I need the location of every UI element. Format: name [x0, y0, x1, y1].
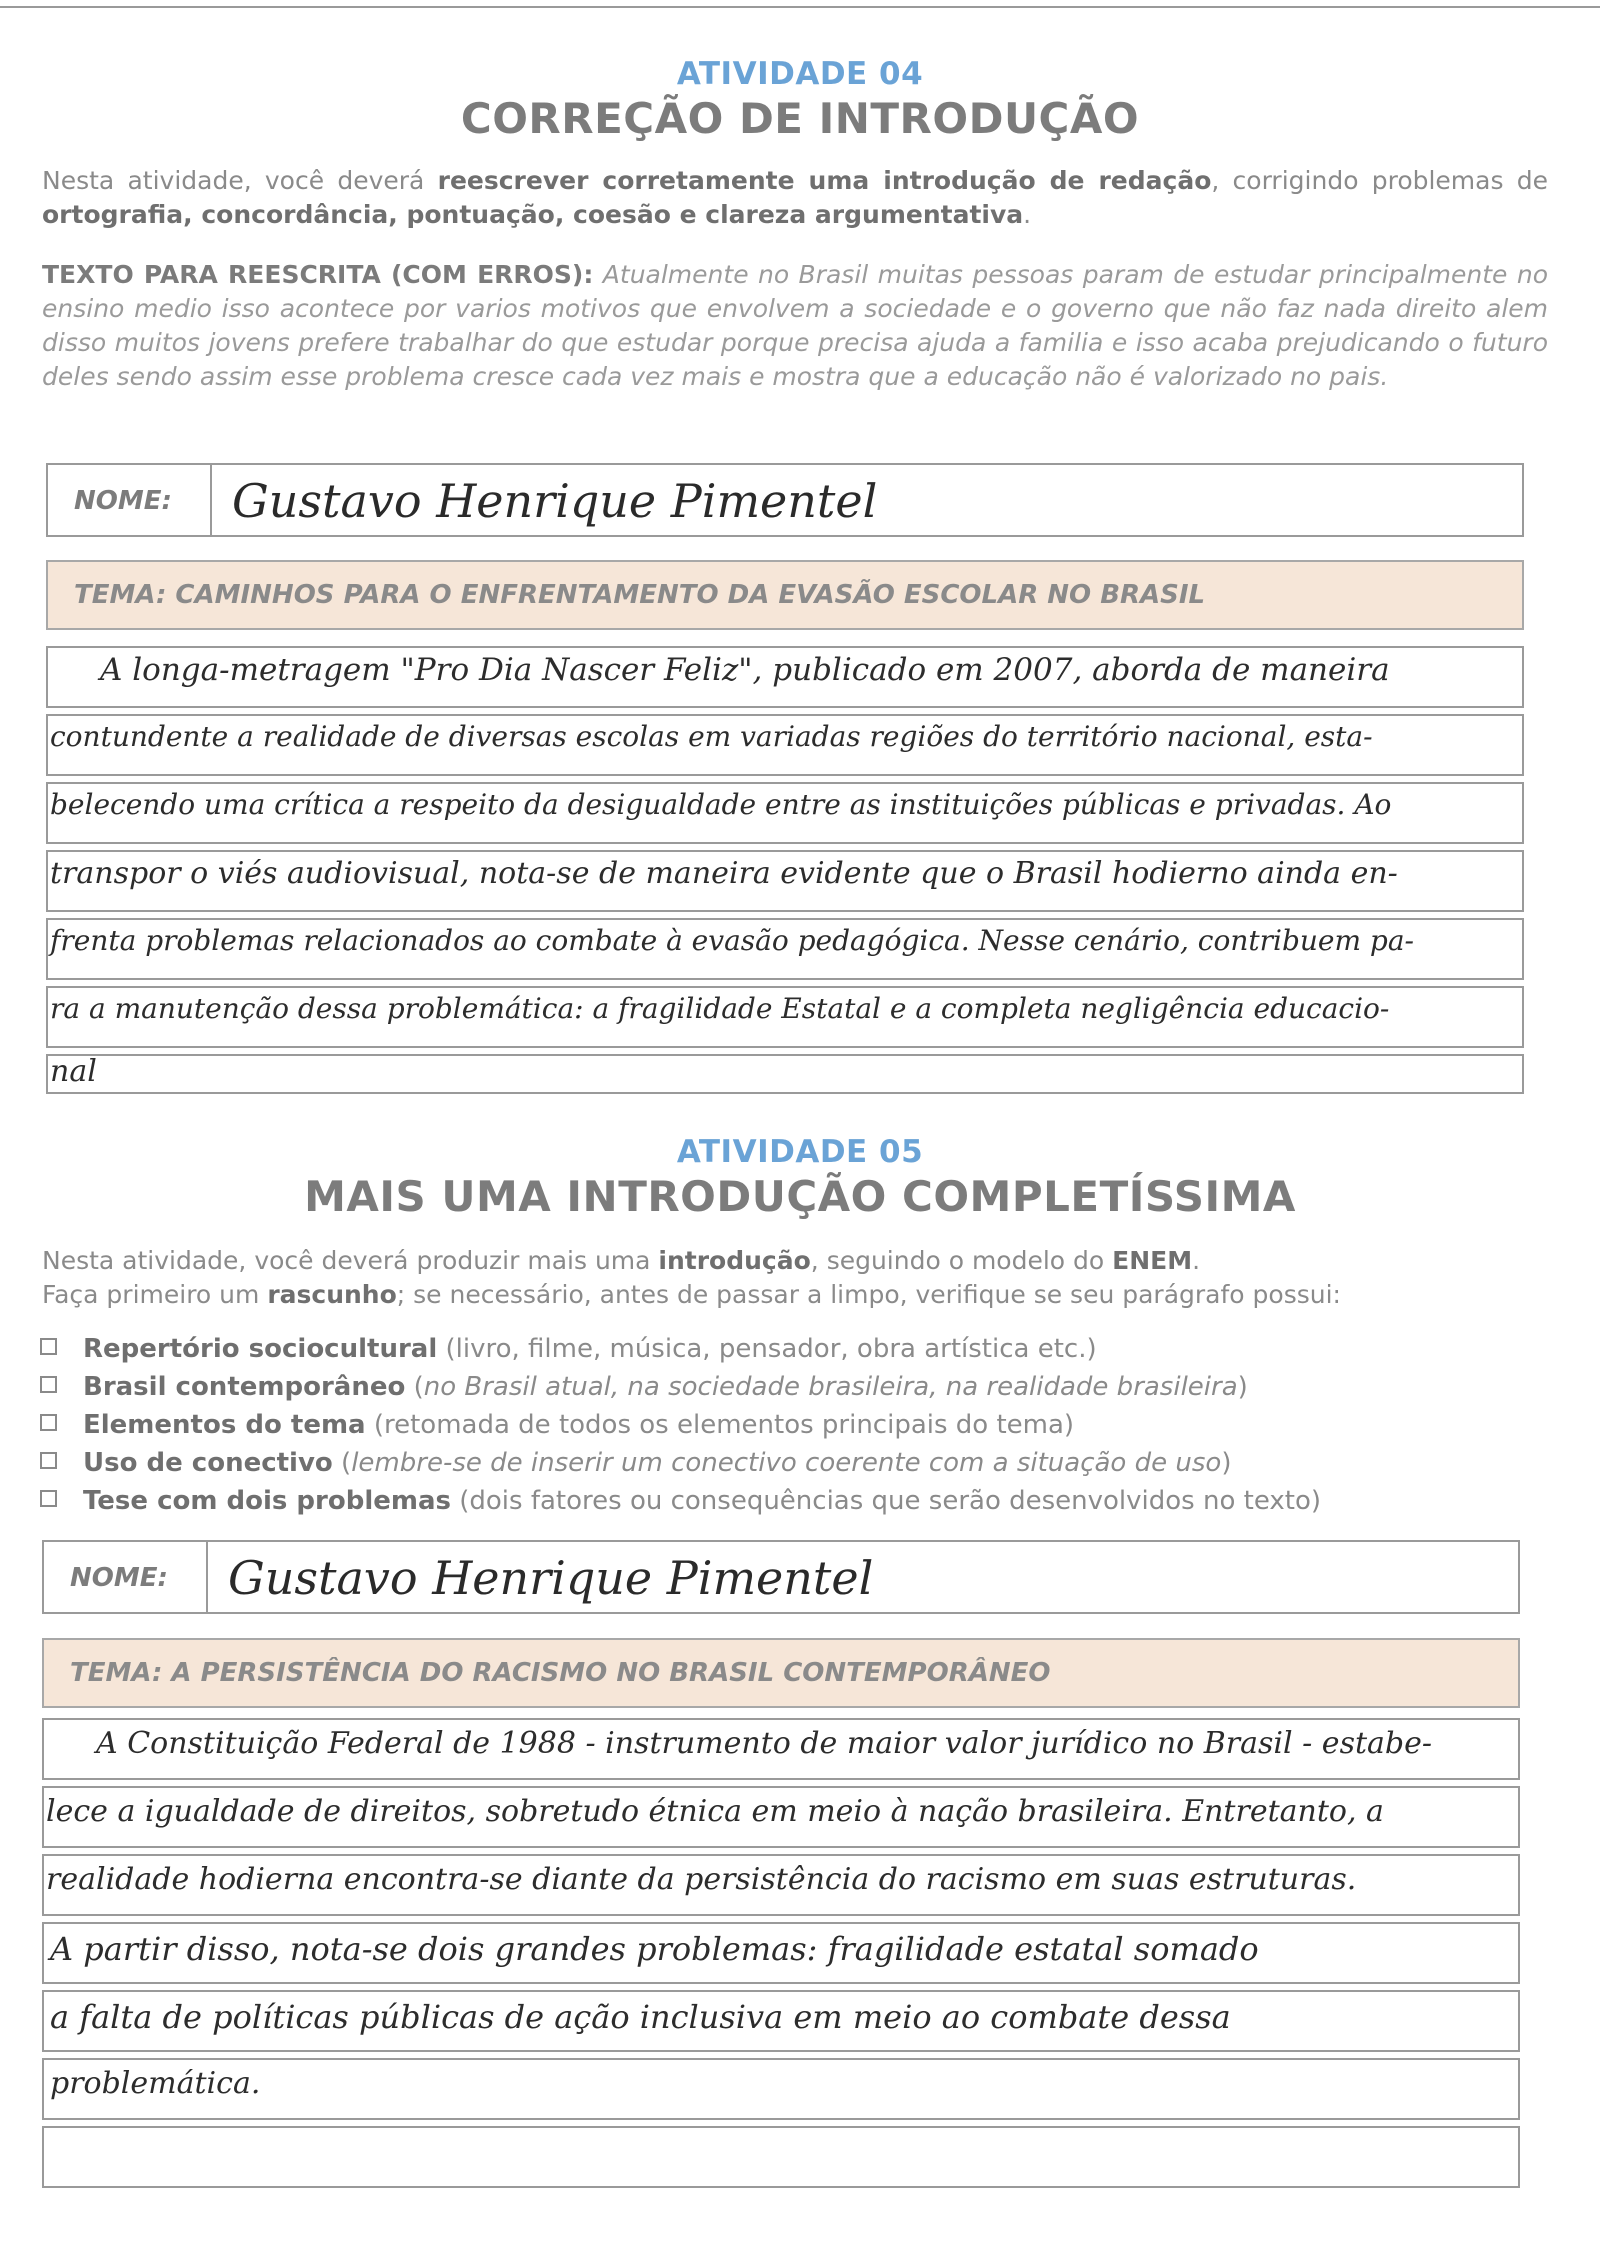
handwritten-line: belecendo uma crítica a respeito da desigualdade entre as instituições públicas e privadas. Ao [50, 788, 1392, 821]
activity-05-instructions-2 [42, 1278, 1548, 1312]
checklist-sep [451, 1486, 459, 1516]
checklist-sep [437, 1334, 445, 1364]
requirements-checklist [40, 1330, 1560, 1520]
checklist-item-title: Repertório sociocultural [83, 1334, 438, 1364]
checkbox-icon[interactable] [40, 1490, 57, 1507]
checklist-sep: ( [332, 1448, 352, 1478]
checklist-item [40, 1482, 1560, 1520]
handwritten-line: A longa-metragem "Pro Dia Nascer Feliz", publicado em 2007, aborda de maneira [100, 652, 1390, 688]
checklist-item-title: Uso de conectivo [83, 1448, 333, 1478]
handwritten-line: ra a manutenção dessa problemática: a fragilidade Estatal e a completa negligência educacio- [50, 992, 1390, 1025]
checklist-close: ) [1237, 1372, 1248, 1402]
writing-line[interactable] [42, 2058, 1520, 2120]
checklist-item-detail: (retomada de todos os elementos principais do tema) [373, 1410, 1075, 1440]
checklist-item-title: Tese com dois problemas [83, 1486, 451, 1516]
activity-04-instructions [42, 164, 1548, 232]
checklist-item-detail: no Brasil atual, na sociedade brasileira, na realidade brasileira [423, 1372, 1238, 1402]
activity-05-instructions-1 [42, 1244, 1548, 1278]
activity-04-title: CORREÇÃO DE INTRODUÇÃO [460, 94, 1140, 143]
top-rule [0, 6, 1600, 8]
instr-bold: introdução [658, 1246, 811, 1275]
handwritten-line: contundente a realidade de diversas escolas em variadas regiões do território nacional, esta- [50, 720, 1373, 753]
instr-bold: ortografia, concordância, pontuação, coesão e clareza argumentativa [42, 200, 1024, 229]
handwritten-line: lece a igualdade de direitos, sobretudo étnica em meio à nação brasileira. Entretanto, a [46, 1794, 1384, 1829]
checklist-item [40, 1330, 1560, 1368]
checklist-sep [366, 1410, 374, 1440]
checkbox-icon[interactable] [40, 1338, 57, 1355]
name-label: NOME: [74, 486, 172, 516]
activity-05-label: ATIVIDADE 05 [676, 1134, 924, 1170]
writing-line[interactable] [42, 2126, 1520, 2188]
theme-text: TEMA: A PERSISTÊNCIA DO RACISMO NO BRASIL CONTEMPORÂNEO [70, 1658, 1051, 1688]
theme-text: TEMA: CAMINHOS PARA O ENFRENTAMENTO DA EVASÃO ESCOLAR NO BRASIL [74, 580, 1206, 610]
writing-line[interactable] [46, 1054, 1524, 1094]
instr-bold: ENEM [1112, 1246, 1193, 1275]
instr-text: Nesta atividade, você deverá [42, 166, 438, 195]
instr-text: , seguindo o modelo do [810, 1246, 1113, 1275]
name-label: NOME: [70, 1563, 168, 1593]
activity-05-title: MAIS UMA INTRODUÇÃO COMPLETÍSSIMA [304, 1172, 1296, 1221]
instr-text: . [1192, 1246, 1201, 1275]
handwritten-line: frenta problemas relacionados ao combate à evasão pedagógica. Nesse cenário, contribuem pa- [50, 924, 1415, 957]
instr-text: Nesta atividade, você deverá produzir mais uma [42, 1246, 659, 1275]
checkbox-icon[interactable] [40, 1414, 57, 1431]
rewrite-erroneous-text: Atualmente no Brasil muitas pessoas param de estudar principalmente no ensino medio isso acontece por varios motivos que envolvem a sociedade e o governo que não faz nada direito alem disso muitos jovens prefere trabalhar do que estudar porque precisa ajuda a familia e isso acaba prejudicando o futuro deles sendo assim esse problema cresce cada vez mais e mostra que a educação não é valorizado no pais. [42, 260, 1549, 391]
checklist-item-detail: (dois fatores ou consequências que serão desenvolvidos no texto) [459, 1486, 1322, 1516]
checklist-item-detail: (livro, filme, música, pensador, obra artística etc.) [445, 1334, 1097, 1364]
instr-bold: reescrever corretamente uma introdução de redação [437, 166, 1212, 195]
instr-text: . [1023, 200, 1032, 229]
handwritten-line: a falta de políticas públicas de ação inclusiva em meio ao combate dessa [50, 1998, 1231, 2036]
handwritten-line: A Constituição Federal de 1988 - instrumento de maior valor jurídico no Brasil - estabe- [96, 1726, 1432, 1761]
checklist-close: ) [1221, 1448, 1232, 1478]
checklist-item-title: Brasil contemporâneo [83, 1372, 406, 1402]
rewrite-text-block [42, 258, 1548, 394]
checklist-item [40, 1368, 1560, 1406]
handwritten-line: problemática. [50, 2066, 261, 2101]
student-name[interactable]: Gustavo Henrique Pimentel [228, 1551, 874, 1605]
checklist-item [40, 1406, 1560, 1444]
rewrite-label: TEXTO PARA REESCRITA (COM ERROS): [42, 260, 594, 289]
checklist-sep: ( [405, 1372, 424, 1402]
checklist-item-title: Elementos do tema [83, 1410, 366, 1440]
checklist-item-detail: lembre-se de inserir um conectivo coerente com a situação de uso [351, 1448, 1222, 1478]
checkbox-icon[interactable] [40, 1452, 57, 1469]
instr-text: , corrigindo problemas de [1211, 166, 1548, 195]
instr-text: ; se necessário, antes de passar a limpo, verifique se seu parágrafo possui: [396, 1280, 1341, 1309]
instr-text: Faça primeiro um [42, 1280, 268, 1309]
handwritten-line: transpor o viés audiovisual, nota-se de maneira evidente que o Brasil hodierno ainda en- [50, 856, 1398, 891]
handwritten-line: nal [50, 1054, 97, 1089]
checklist-item [40, 1444, 1560, 1482]
activity-04-label: ATIVIDADE 04 [676, 56, 924, 92]
handwritten-line: A partir disso, nota-se dois grandes problemas: fragilidade estatal somado [50, 1930, 1259, 1968]
student-name[interactable]: Gustavo Henrique Pimentel [232, 474, 878, 528]
instr-bold: rascunho [267, 1280, 397, 1309]
handwritten-line: realidade hodierna encontra-se diante da persistência do racismo em suas estruturas. [46, 1862, 1357, 1897]
checkbox-icon[interactable] [40, 1376, 57, 1393]
